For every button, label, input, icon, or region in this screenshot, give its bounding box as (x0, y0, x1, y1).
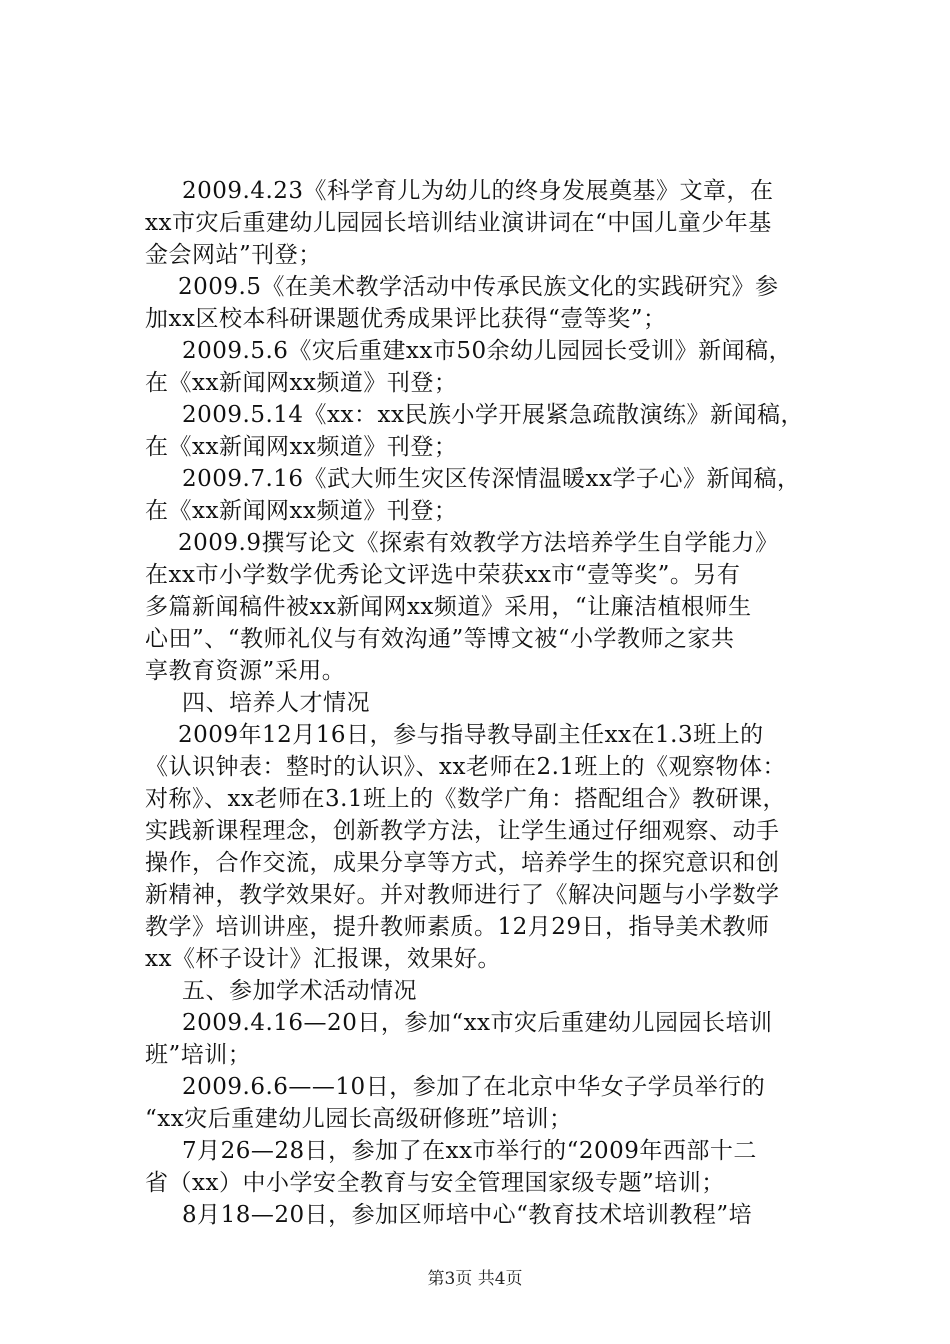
text-line: 《认识钟表：整时的认识》、xx老师在2.1班上的《观察物体： (145, 754, 787, 780)
text-line: 新精神，教学效果好。并对教师进行了《解决问题与小学数学 (145, 882, 780, 908)
text-line: 班”培训； (145, 1042, 252, 1068)
text-line: 享教育资源”采用。 (145, 658, 346, 684)
text-line: 金会网站”刊登； (145, 242, 322, 268)
text-line: 在《xx新闻网xx频道》刊登； (145, 434, 458, 460)
text-line: 2009.5.14《xx：xx民族小学开展紧急疏散演练》新闻稿， (182, 402, 804, 428)
text-line: 多篇新闻稿件被xx新闻网xx频道》采用，“让廉洁植根师生 (145, 594, 752, 620)
text-line: 2009.5.6《灾后重建xx市50余幼儿园园长受训》新闻稿， (182, 338, 793, 364)
text-line: 对称》、xx老师在3.1班上的《数学广角：搭配组合》教研课， (145, 786, 787, 812)
text-line: 7月26—28日，参加了在xx市举行的“2009年西部十二 (182, 1138, 757, 1164)
text-line: 实践新课程理念，创新教学方法，让学生通过仔细观察、动手 (145, 818, 780, 844)
text-line: 教学》培训讲座，提升教师素质。12月29日，指导美术教师 (145, 914, 770, 940)
text-line: xx市灾后重建幼儿园园长培训结业演讲词在“中国儿童少年基 (145, 210, 772, 236)
text-line: 操作，合作交流，成果分享等方式，培养学生的探究意识和创 (145, 850, 780, 876)
text-line: 2009.6.6——10日，参加了在北京中华女子学员举行的 (182, 1074, 766, 1100)
text-line: 2009.4.16—20日，参加“xx市灾后重建幼儿园园长培训 (182, 1010, 773, 1036)
text-line: 2009.5《在美术教学活动中传承民族文化的实践研究》参 (178, 274, 779, 300)
text-line: 2009.9撰写论文《探索有效教学方法培养学生自学能力》 (178, 530, 779, 556)
text-line: “xx灾后重建幼儿园长高级研修班”培训； (145, 1106, 573, 1132)
text-line: xx《杯子设计》汇报课，效果好。 (145, 946, 501, 972)
text-line: 2009年12月16日，参与指导教导副主任xx在1.3班上的 (178, 722, 764, 748)
text-line: 省（xx）中小学安全教育与安全管理国家级专题”培训； (145, 1170, 725, 1196)
text-line: 在《xx新闻网xx频道》刊登； (145, 498, 458, 524)
page-number: 第3页 共4页 (427, 1269, 523, 1289)
text-line: 心田”、“教师礼仪与有效沟通”等博文被“小学教师之家共 (145, 626, 735, 652)
text-line: 加xx区校本科研课题优秀成果评比获得“壹等奖”； (145, 306, 667, 332)
section-heading: 五、参加学术活动情况 (182, 978, 417, 1004)
text-line: 在《xx新闻网xx频道》刊登； (145, 370, 458, 396)
section-heading: 四、培养人才情况 (182, 690, 370, 716)
text-line: 2009.4.23《科学育儿为幼儿的终身发展奠基》文章，在 (182, 178, 774, 204)
text-line: 8月18—20日，参加区师培中心“教育技术培训教程”培 (182, 1202, 753, 1228)
text-line: 2009.7.16《武大师生灾区传深情温暖xx学子心》新闻稿， (182, 466, 801, 492)
text-line: 在xx市小学数学优秀论文评选中荣获xx市“壹等奖”。另有 (145, 562, 741, 588)
